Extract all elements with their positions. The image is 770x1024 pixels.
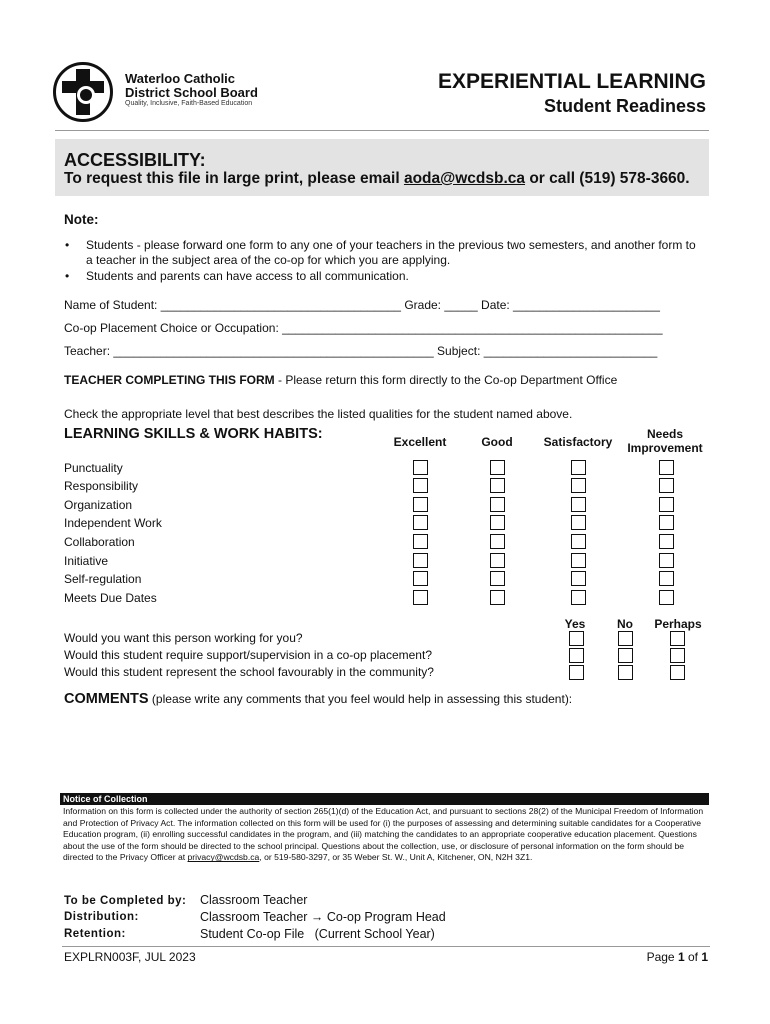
skill-row-label: Independent Work bbox=[64, 516, 162, 530]
skill-row-label: Meets Due Dates bbox=[64, 591, 157, 605]
org-name: Waterloo Catholic District School Board bbox=[125, 71, 258, 100]
skill-checkbox[interactable] bbox=[659, 515, 674, 530]
distribution-label: Distribution: bbox=[64, 911, 139, 923]
skill-checkbox[interactable] bbox=[413, 590, 428, 605]
teacher-subject-field[interactable]: Teacher: ________________________________________________ Subject: __________________________ bbox=[64, 344, 658, 358]
skill-checkbox[interactable] bbox=[571, 571, 586, 586]
comments-area[interactable] bbox=[64, 712, 709, 788]
skill-checkbox[interactable] bbox=[490, 534, 505, 549]
question-checkbox[interactable] bbox=[670, 665, 685, 680]
page-title: EXPERIENTIAL LEARNING bbox=[438, 70, 706, 93]
skill-checkbox[interactable] bbox=[490, 497, 505, 512]
question-row-label: Would this student require support/supervision in a co-op placement? bbox=[64, 648, 432, 662]
question-checkbox[interactable] bbox=[670, 631, 685, 646]
notice-body: Information on this form is collected under the authority of section 265(1)(d) of the Education Act, and pursuant to sections 28(2) of the Municipal Freedom of Information and Protection of Privacy Act. The information collected on this form will be used for (i) the purposes of assessing and determining suitable candidates for a Cooperative Education program, (ii) enrolling successful candidates in the program, and (iii) matching the candidates to an appropriate cooperative education placement. Questions about the use of the form should be directed to the school principal. Questions about the collection, use, or disclosure of personal information on the form should be directed to the Privacy Officer at privacy@wcdsb.ca, or 519-580-3297, or 35 Weber St. W., Unit A, Kitchener, ON, N2H 3Z1. bbox=[63, 806, 704, 863]
notice-title: Notice of Collection bbox=[60, 793, 709, 805]
page-subtitle: Student Readiness bbox=[543, 96, 706, 116]
skill-checkbox[interactable] bbox=[571, 497, 586, 512]
question-checkbox[interactable] bbox=[569, 665, 584, 680]
note-bullet: • Students and parents can have access to all communication. bbox=[65, 269, 409, 283]
question-checkbox[interactable] bbox=[569, 631, 584, 646]
col-perhaps: Perhaps bbox=[654, 617, 702, 631]
skill-checkbox[interactable] bbox=[490, 515, 505, 530]
skill-checkbox[interactable] bbox=[413, 571, 428, 586]
skill-checkbox[interactable] bbox=[571, 590, 586, 605]
skill-checkbox[interactable] bbox=[413, 534, 428, 549]
header-divider bbox=[55, 130, 709, 131]
skill-checkbox[interactable] bbox=[490, 460, 505, 475]
skills-heading: LEARNING SKILLS & WORK HABITS: bbox=[64, 426, 323, 442]
check-instruction: Check the appropriate level that best describes the listed qualities for the student named above. bbox=[64, 407, 573, 421]
question-row-label: Would you want this person working for you? bbox=[64, 631, 303, 645]
completed-by-value: Classroom Teacher bbox=[200, 893, 308, 907]
student-name-field[interactable]: Name of Student: ____________________________________ Grade: _____ Date: ______________________ bbox=[64, 298, 660, 312]
question-checkbox[interactable] bbox=[670, 648, 685, 663]
teacher-instruction: TEACHER COMPLETING THIS FORM - Please return this form directly to the Co-op Department Office bbox=[64, 373, 618, 387]
question-checkbox[interactable] bbox=[618, 648, 633, 663]
skill-checkbox[interactable] bbox=[413, 497, 428, 512]
coop-choice-field[interactable]: Co-op Placement Choice or Occupation: _________________________________________________________ bbox=[64, 321, 663, 335]
accessibility-text: To request this file in large print, please email aoda@wcdsb.ca or call (519) 578-3660. bbox=[64, 170, 690, 187]
skill-checkbox[interactable] bbox=[571, 460, 586, 475]
retention-value: Student Co-op File (Current School Year) bbox=[200, 927, 435, 941]
skill-checkbox[interactable] bbox=[490, 590, 505, 605]
skill-checkbox[interactable] bbox=[659, 534, 674, 549]
note-bullet: • Students - please forward one form to any one of your teachers in the previous two semesters, and another form to a teacher in the subject area of the co-op for which you are applying. bbox=[65, 238, 696, 267]
skill-row-label: Self-regulation bbox=[64, 572, 142, 586]
question-checkbox[interactable] bbox=[618, 631, 633, 646]
col-no: No bbox=[617, 617, 633, 631]
skill-checkbox[interactable] bbox=[413, 515, 428, 530]
note-label: Note: bbox=[64, 212, 99, 227]
col-yes: Yes bbox=[564, 617, 586, 631]
question-checkbox[interactable] bbox=[618, 665, 633, 680]
org-tagline: Quality, Inclusive, Faith-Based Education bbox=[125, 100, 253, 107]
retention-label: Retention: bbox=[64, 928, 126, 940]
distribution-value: Classroom Teacher → Co-op Program Head bbox=[200, 910, 446, 924]
skill-checkbox[interactable] bbox=[490, 553, 505, 568]
skill-row-label: Punctuality bbox=[64, 461, 123, 475]
footer-divider bbox=[62, 946, 710, 947]
question-row-label: Would this student represent the school favourably in the community? bbox=[64, 665, 434, 679]
question-checkbox[interactable] bbox=[569, 648, 584, 663]
skill-checkbox[interactable] bbox=[413, 478, 428, 493]
col-excellent: Excellent bbox=[393, 435, 447, 449]
skill-checkbox[interactable] bbox=[490, 571, 505, 586]
skill-checkbox[interactable] bbox=[413, 553, 428, 568]
skill-row-label: Responsibility bbox=[64, 479, 139, 493]
skill-checkbox[interactable] bbox=[413, 460, 428, 475]
skill-checkbox[interactable] bbox=[659, 571, 674, 586]
skill-checkbox[interactable] bbox=[571, 478, 586, 493]
skill-checkbox[interactable] bbox=[571, 553, 586, 568]
skill-checkbox[interactable] bbox=[571, 515, 586, 530]
skill-checkbox[interactable] bbox=[659, 553, 674, 568]
skill-checkbox[interactable] bbox=[659, 497, 674, 512]
page-number: Page 1 of 1 bbox=[646, 950, 708, 964]
form-code: EXPLRN003F, JUL 2023 bbox=[64, 950, 196, 964]
accessibility-heading: ACCESSIBILITY: bbox=[64, 150, 206, 170]
col-good: Good bbox=[481, 435, 513, 449]
aoda-email-link[interactable]: aoda@wcdsb.ca bbox=[403, 170, 526, 187]
wcdsb-logo bbox=[53, 62, 113, 122]
col-needs-improvement: Needs Improvement bbox=[627, 427, 703, 455]
completed-by-label: To be Completed by: bbox=[64, 895, 187, 907]
privacy-email-link[interactable]: privacy@wcdsb.ca bbox=[187, 852, 260, 863]
skill-row-label: Organization bbox=[64, 498, 133, 512]
skill-row-label: Initiative bbox=[64, 554, 109, 568]
skill-checkbox[interactable] bbox=[659, 478, 674, 493]
comments-label: COMMENTS (please write any comments that you feel would help in assessing this student): bbox=[64, 691, 573, 707]
skill-checkbox[interactable] bbox=[571, 534, 586, 549]
skill-checkbox[interactable] bbox=[659, 460, 674, 475]
skill-checkbox[interactable] bbox=[659, 590, 674, 605]
skill-checkbox[interactable] bbox=[490, 478, 505, 493]
cross-icon bbox=[56, 65, 110, 119]
col-satisfactory: Satisfactory bbox=[543, 435, 613, 449]
skill-row-label: Collaboration bbox=[64, 535, 135, 549]
